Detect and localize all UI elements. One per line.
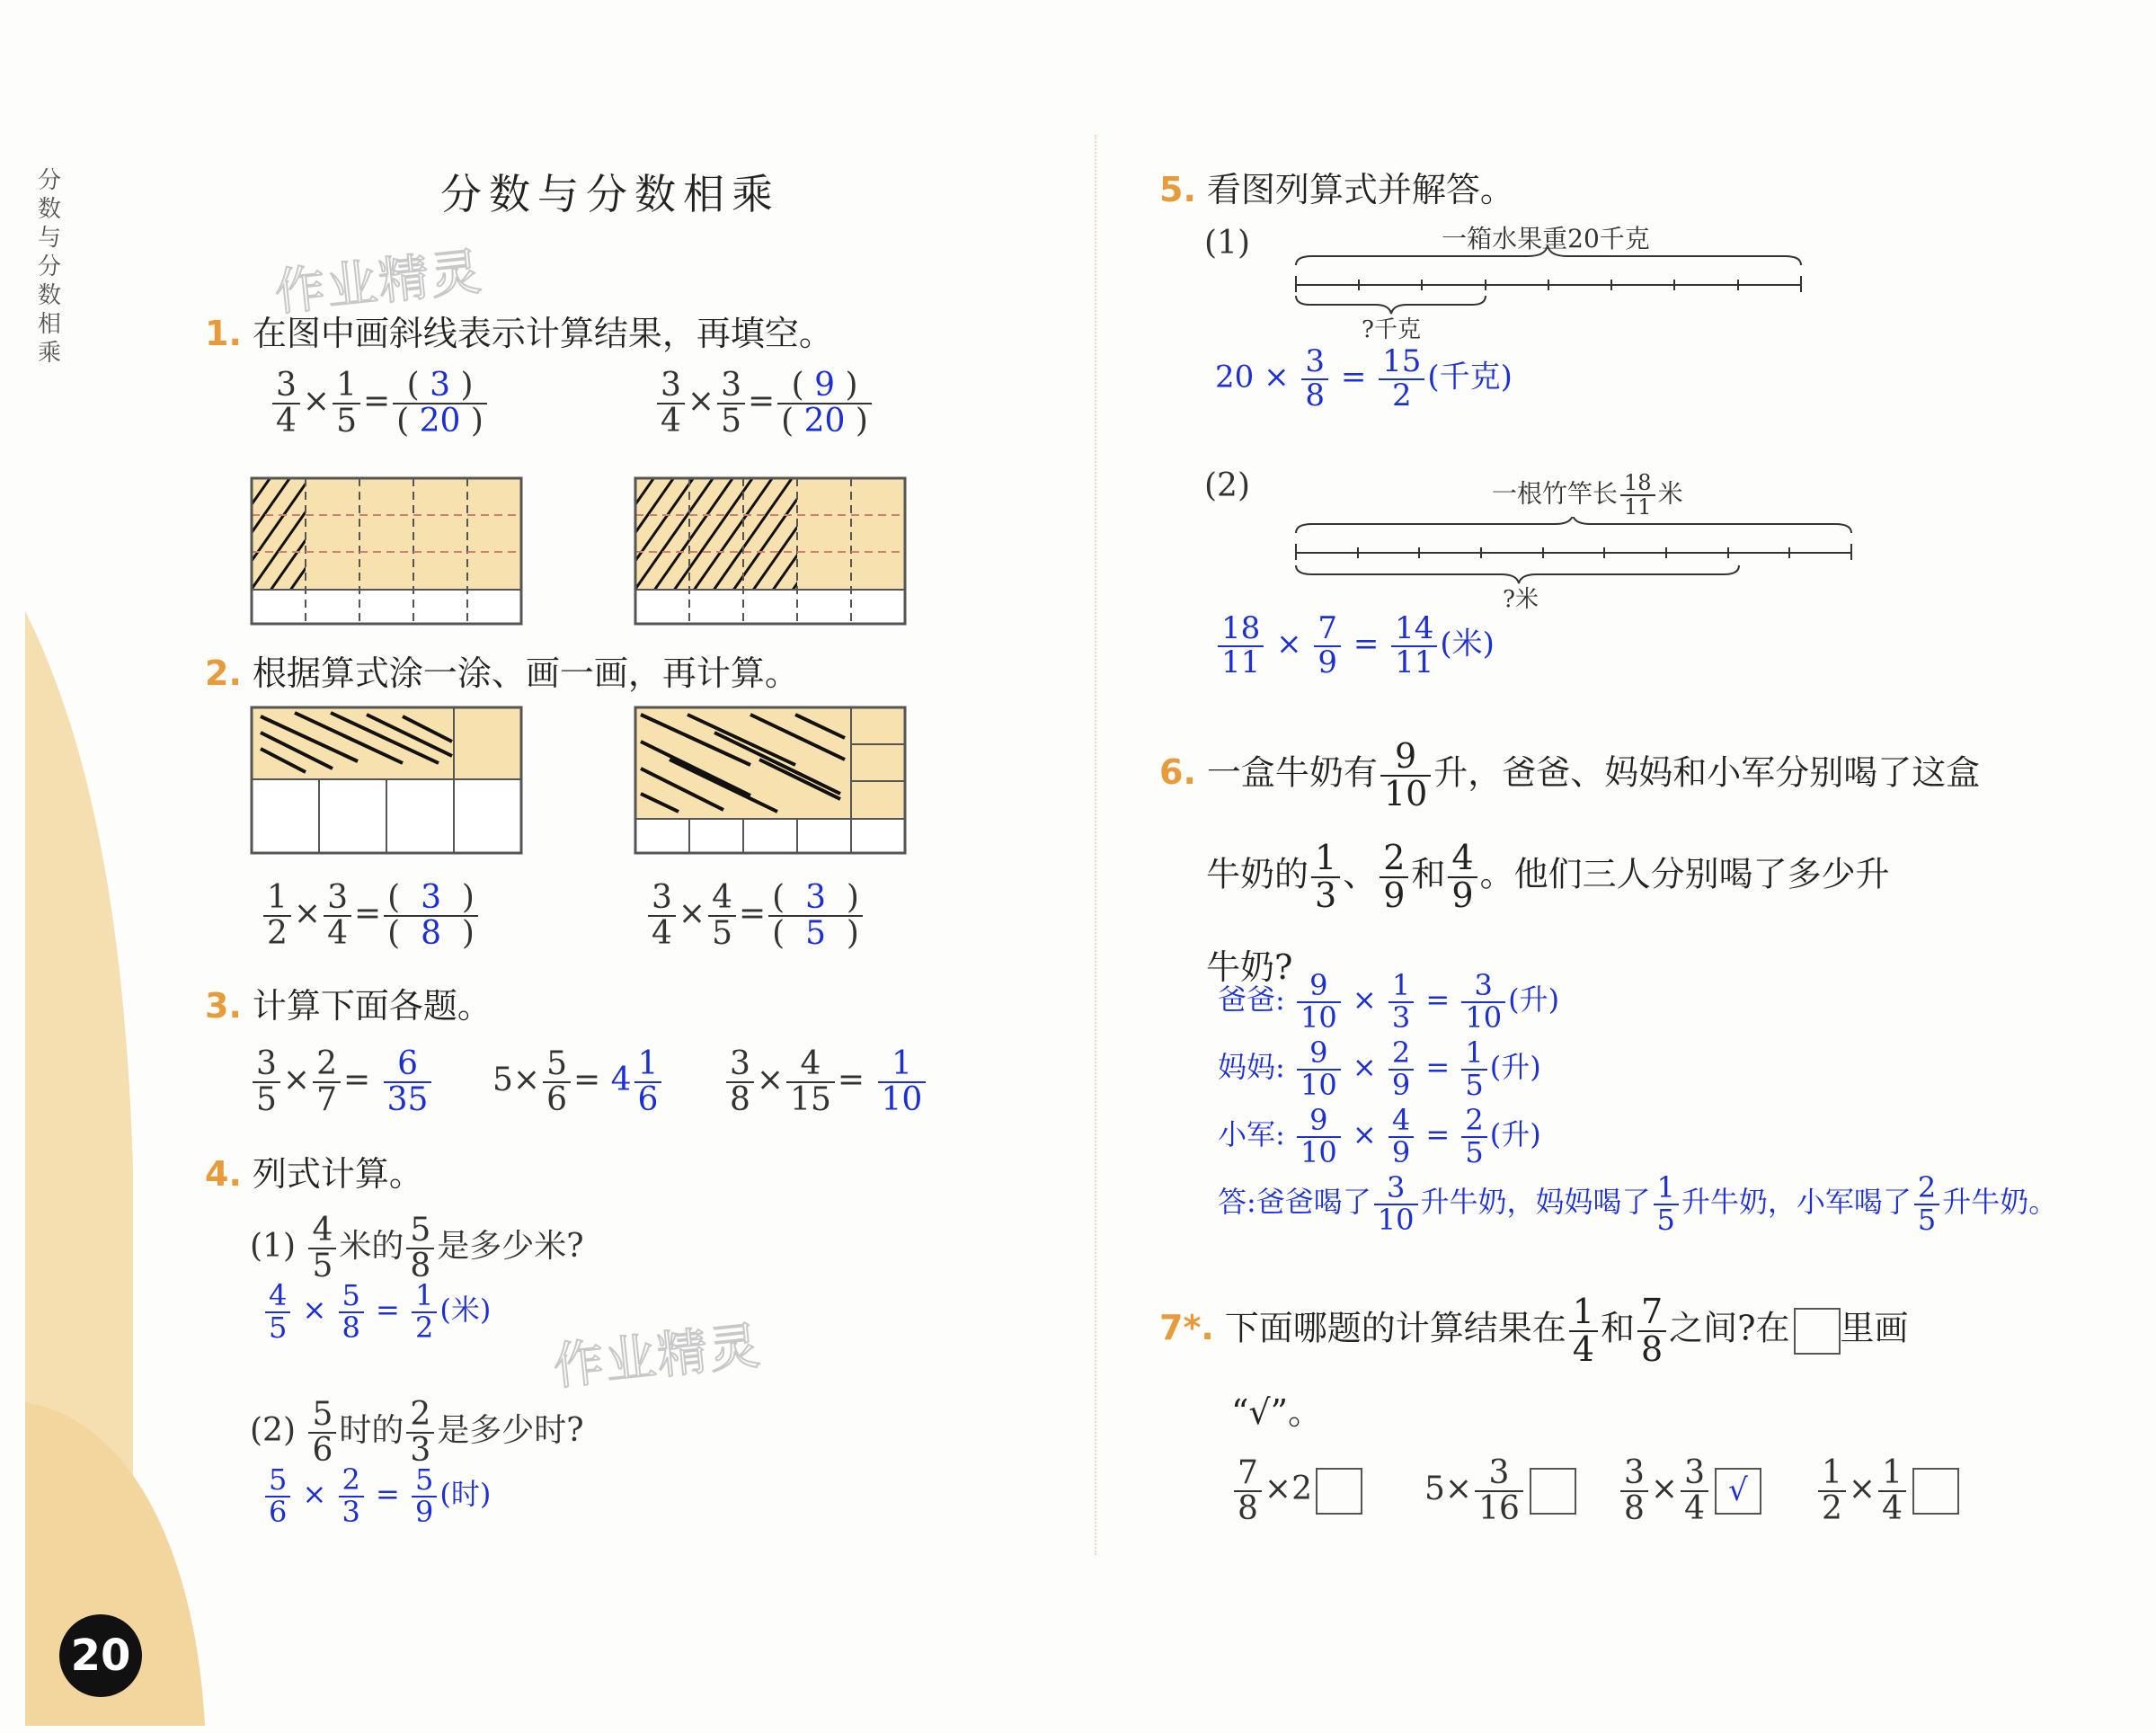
q6-dad-answer: 爸爸: $\frac{9}{10}$ × $\frac{1}{3}$ = $\frac{3}{10}$ (升) (1218, 968, 1560, 1035)
answer-fraction: $\frac{( 9 )}{( 20 )}$ (777, 369, 872, 439)
q6-number: 6. (1159, 752, 1196, 793)
q3-heading (205, 978, 492, 1027)
q3b-equation: 5× $\frac{5}{6}$ = 4 $\frac{1}{6}$ (492, 1047, 664, 1117)
q6-final-answer: 答:爸爸喝了 $\frac{3}{10}$ 升牛奶，妈妈喝了 $\frac{1}{5}$ 升牛奶，小军喝了 $\frac{2}{5}$ 升牛奶。 (1218, 1170, 2058, 1237)
q7-line1: 7*. 下面哪题的计算结果在 $\frac{1}{4}$ 和 $\frac{7}{8}$ 之间?在 里画 (1159, 1292, 1909, 1369)
q2-heading (205, 645, 799, 695)
q6-mom-answer: 妈妈: $\frac{9}{10}$ × $\frac{2}{9}$ = $\frac{1}{5}$ (升) (1218, 1035, 1541, 1102)
q5-p1-diagram (1285, 220, 1815, 355)
q6-line3: 牛奶? (1206, 947, 1293, 987)
q5-p1-answer: 20 × $\frac{3}{8}$ = $\frac{15}{2}$ (千克) (1215, 343, 1513, 413)
q6-line1: 6. 一盒牛奶有 $\frac{9}{10}$ 升，爸爸、妈妈和小军分别喝了这盒 (1159, 736, 1981, 813)
q4-heading (205, 1146, 423, 1195)
page-title: 分数与分数相乘 (440, 170, 780, 218)
q5-p1-bottom-label: ?千克 (1362, 316, 1421, 343)
q1a-grid (250, 476, 524, 627)
q2-number: 2. (205, 653, 242, 693)
q2b-equation: $\frac{3}{4}$ × $\frac{4}{5}$ = $\frac{( 3 )}{( 5 )}$ (645, 881, 865, 951)
q7-option-b: 5× $\frac{3}{16}$ (1424, 1456, 1576, 1526)
q6-son-answer: 小军: $\frac{9}{10}$ × $\frac{4}{9}$ = $\frac{2}{5}$ (升) (1218, 1103, 1541, 1169)
answer-fraction: $\frac{1}{10}$ (878, 1047, 927, 1117)
q1a-equation: $\frac{3}{4}$ × $\frac{1}{5}$ = $\frac{( 3 )}{( 20 )}$ (270, 369, 490, 439)
option-b-checkbox[interactable] (1530, 1468, 1576, 1515)
q4-p2-text: (2) $\frac{5}{6}$ 时的 $\frac{2}{3}$ 是多少时? (250, 1396, 584, 1469)
q7-option-d: $\frac{1}{2}$ × $\frac{1}{4}$ (1815, 1456, 1959, 1526)
answer-fraction: $\frac{( 3 )}{( 20 )}$ (393, 369, 487, 439)
column-divider (1095, 135, 1096, 1555)
q2a-grid (250, 706, 524, 857)
fraction: $\frac{3}{4}$ (657, 369, 685, 439)
q3-number: 3. (205, 986, 242, 1026)
watermark-mid: 作业精灵 (550, 1317, 765, 1397)
corner-decoration (25, 611, 205, 1726)
q2-text: 根据算式涂一涂、画一画，再计算。 (252, 653, 799, 693)
q7-number: 7*. (1159, 1308, 1214, 1348)
q1-number: 1. (205, 314, 242, 353)
q3c-equation: $\frac{3}{8}$ × $\frac{4}{15}$ = $\frac{1}{10}$ (723, 1047, 928, 1117)
q5-p1-top-label: 一箱水果重20千克 (1442, 224, 1650, 253)
q4-p1-answer: $\frac{4}{5}$ × $\frac{5}{8}$ = $\frac{1}{2}$ (米) (262, 1281, 491, 1343)
q5-p2-diagram (1285, 517, 1869, 620)
q3-text: 计算下面各题。 (252, 986, 492, 1026)
fraction: $\frac{1}{5}$ (333, 369, 360, 439)
q5-p2-bottom-label: ?米 (1503, 586, 1539, 613)
q1b-grid (634, 476, 908, 627)
side-title: 分数与分数相乘 (37, 167, 61, 367)
fraction: $\frac{3}{4}$ (272, 369, 300, 439)
q1-text: 在图中画斜线表示计算结果，再填空。 (252, 314, 833, 353)
q7-option-c: $\frac{3}{8}$ × $\frac{3}{4}$ √ (1618, 1456, 1761, 1526)
q7-line2: “√”。 (1231, 1392, 1323, 1432)
q1-heading (205, 306, 833, 355)
q2b-grid (634, 706, 908, 857)
q4-p1-text: (1) $\frac{4}{5}$ 米的 $\frac{5}{8}$ 是多少米? (250, 1212, 584, 1284)
option-a-checkbox[interactable] (1316, 1468, 1362, 1515)
q1b-equation: $\frac{3}{4}$ × $\frac{3}{5}$ = $\frac{( 9 )}{( 20 )}$ (654, 369, 874, 439)
q4-text: 列式计算。 (252, 1154, 423, 1194)
q4-p2-answer: $\frac{5}{6}$ × $\frac{2}{3}$ = $\frac{5}{9}$ (时) (262, 1465, 491, 1527)
q6-line2: 牛奶的 $\frac{1}{3}$ 、 $\frac{2}{9}$ 和 $\frac{4}{9}$ 。他们三人分别喝了多少升 (1206, 838, 1890, 915)
q4-number: 4. (205, 1154, 242, 1194)
q3a-equation: $\frac{3}{5}$ × $\frac{2}{7}$ = $\frac{6}{35}$ (250, 1047, 434, 1117)
page-number: 20 (59, 1614, 142, 1697)
answer-fraction: $\frac{1}{6}$ (634, 1047, 662, 1117)
q5-p1-label: (1) (1204, 225, 1250, 262)
q5-p2-answer: $\frac{18}{11}$ × $\frac{7}{9}$ = $\frac{14}{11}$ (米) (1215, 613, 1495, 679)
q2a-equation: $\frac{1}{2}$ × $\frac{3}{4}$ = $\frac{( 3 )}{( 8 )}$ (261, 881, 481, 951)
watermark-top: 作业精灵 (271, 243, 486, 323)
q5-heading (1159, 162, 1514, 211)
q7-option-a: $\frac{7}{8}$ ×2 (1231, 1456, 1362, 1526)
answer-fraction: $\frac{( 3 )}{( 5 )}$ (768, 881, 863, 951)
q5-number: 5. (1159, 170, 1196, 209)
option-c-checkbox[interactable]: √ (1715, 1468, 1761, 1515)
example-box (1794, 1308, 1841, 1355)
q5-p2-label: (2) (1204, 467, 1250, 504)
answer-fraction: $\frac{6}{35}$ (384, 1047, 432, 1117)
option-d-checkbox[interactable] (1912, 1468, 1959, 1515)
q5-text: 看图列算式并解答。 (1206, 170, 1514, 209)
answer-fraction: $\frac{( 3 )}{( 8 )}$ (384, 881, 478, 951)
q5-p2-top-label: 一根竹竿长 $\frac{18}{11}$ 米 (1492, 470, 1683, 520)
fraction: $\frac{3}{5}$ (717, 369, 745, 439)
